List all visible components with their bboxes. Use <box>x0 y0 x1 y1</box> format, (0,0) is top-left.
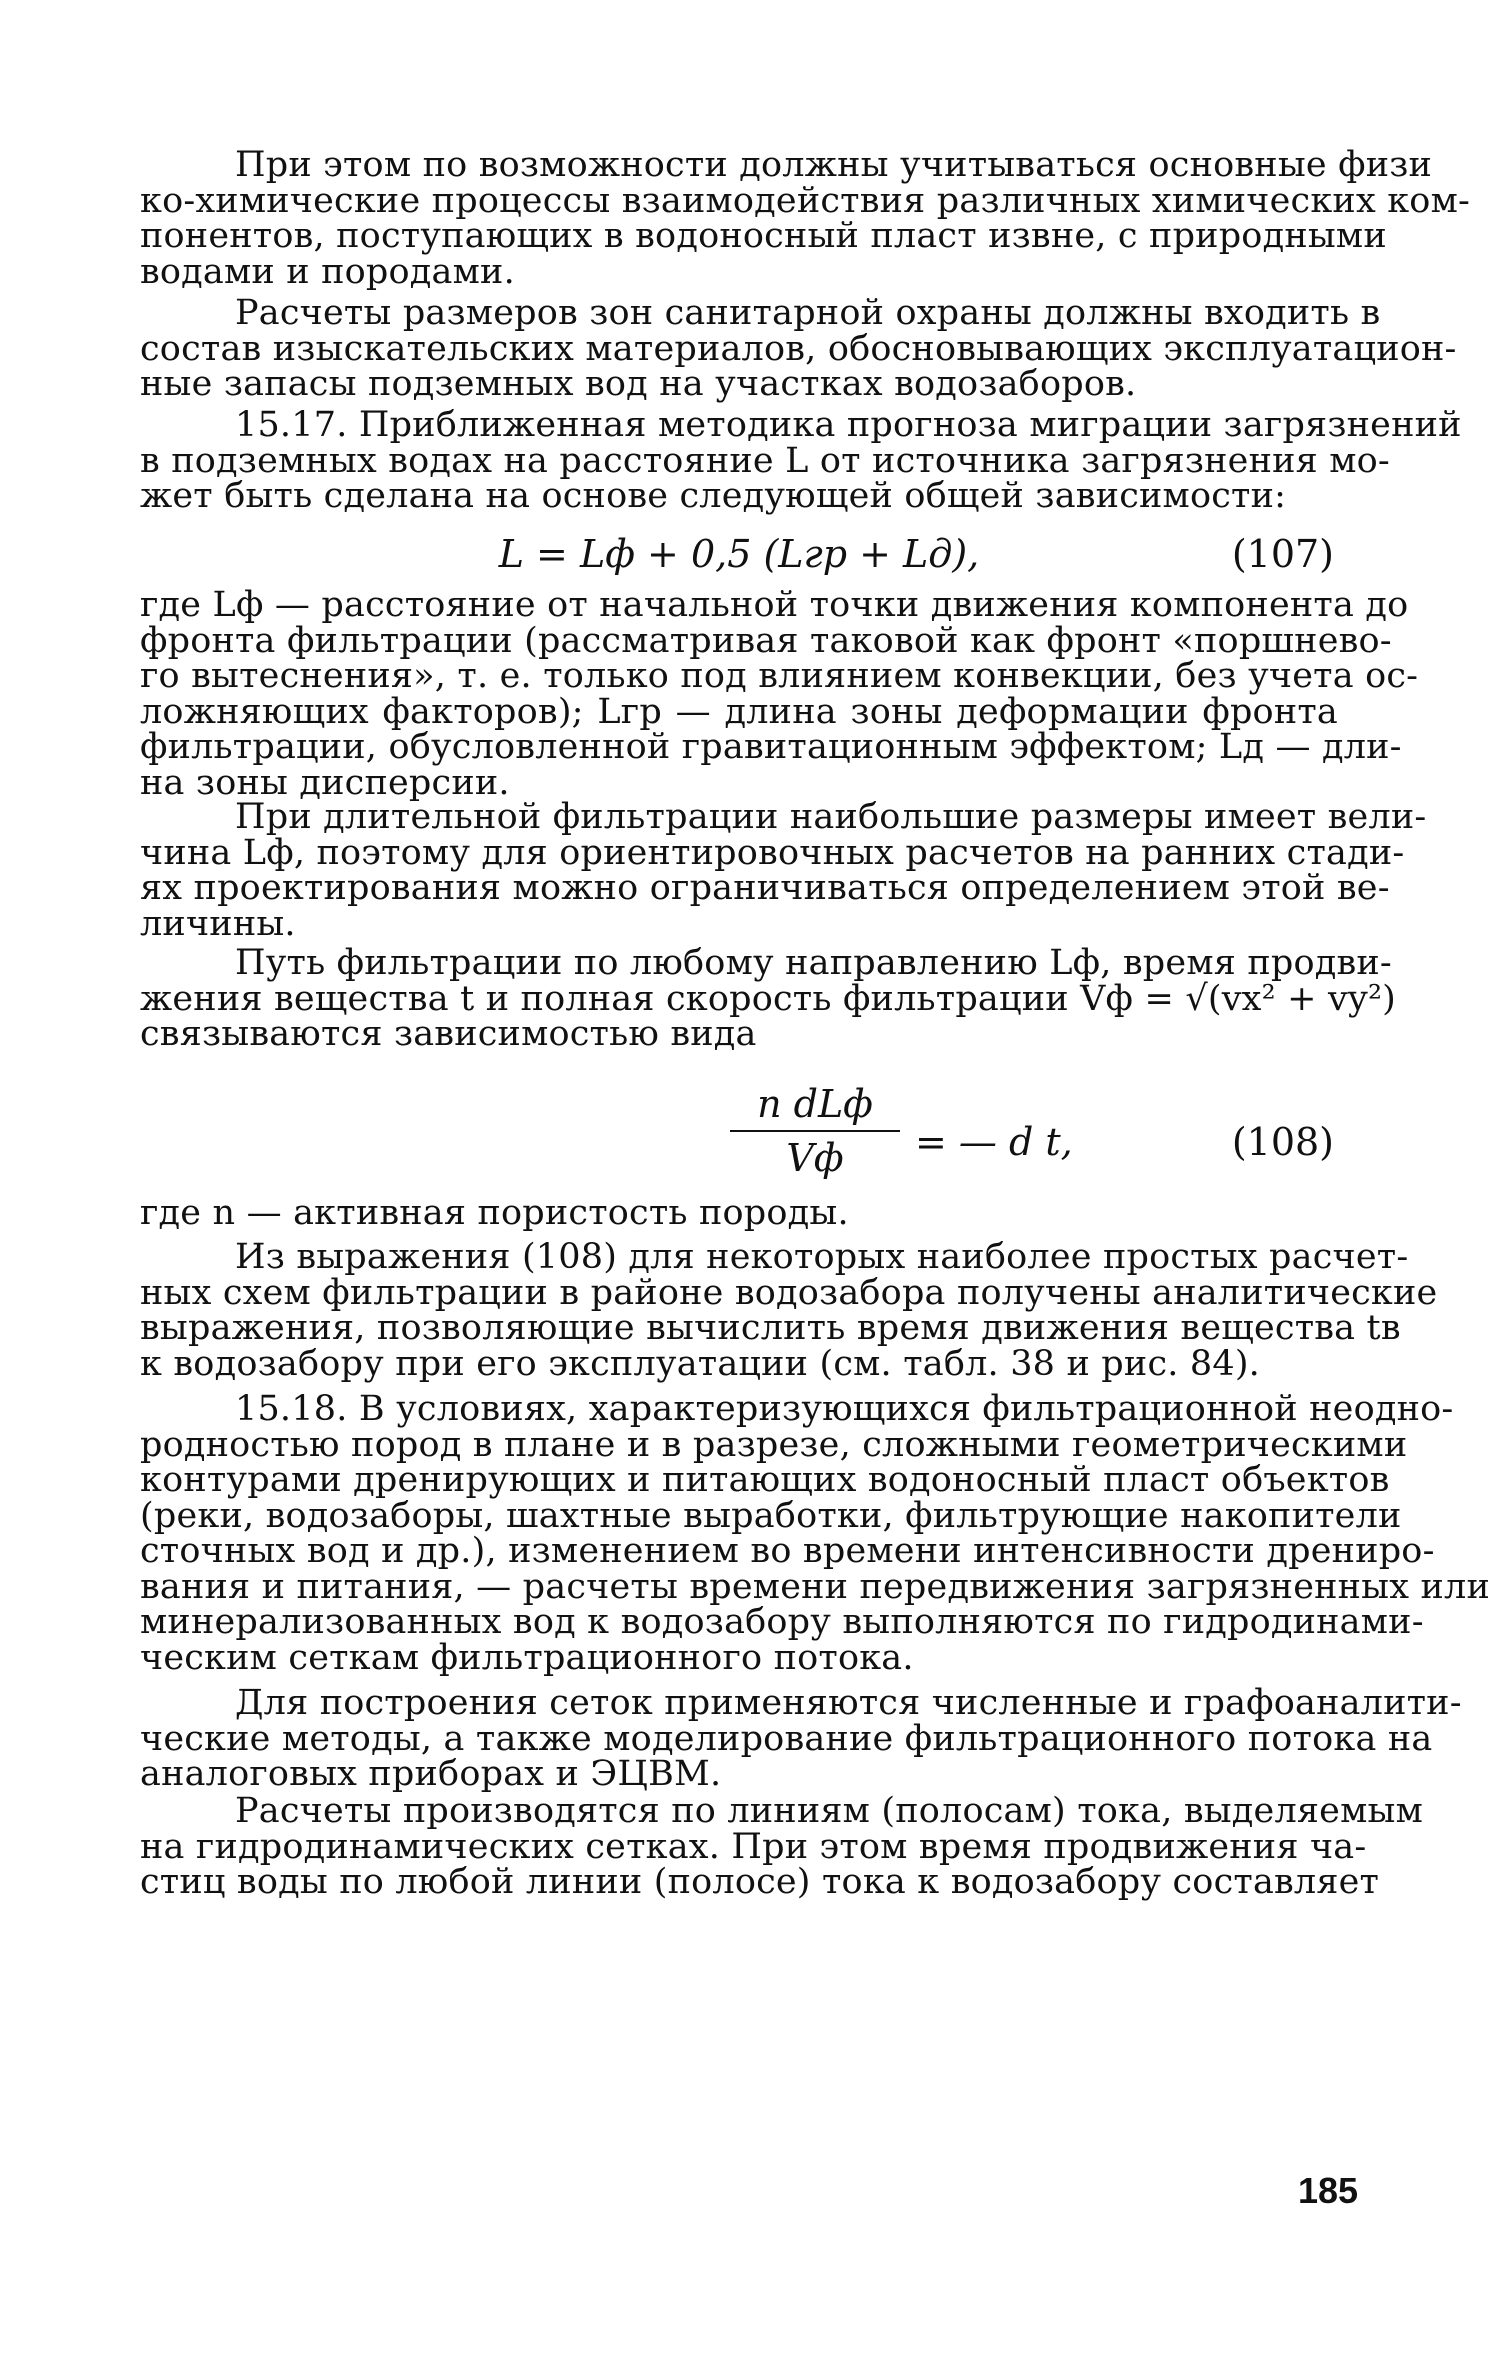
text-line: понентов, поступающих в водоносный пласт извне, с природными <box>140 216 1387 256</box>
formula-numerator: n dLф <box>730 1082 900 1132</box>
text-line: 15.17. Приближенная методика прогноза миграции загрязнений <box>235 405 1462 445</box>
formula-number: (107) <box>1231 532 1334 576</box>
page-number: 185 <box>1298 2170 1359 2211</box>
text-line: личины. <box>140 903 296 944</box>
formula-107 <box>140 532 1338 578</box>
text-line: вания и питания, — расчеты времени передвижения загрязненных или <box>140 1566 1490 1607</box>
text-line: ях проектирования можно ограничиваться определением этой ве- <box>140 868 1390 908</box>
text-line: связываются зависимостью вида <box>140 1014 757 1054</box>
text-line: сточных вод и др.), изменением во времени интенсивности дрениро- <box>140 1531 1435 1571</box>
paragraph-8 <box>140 1237 1438 1384</box>
paragraph-5 <box>140 797 1427 944</box>
formula-denominator: Vф <box>786 1136 844 1180</box>
text-line: жения вещества t и полная скорость фильтрации Vф = √(vx² + vy²) <box>140 978 1397 1019</box>
text-line: Расчеты размеров зон санитарной охраны должны входить в <box>235 293 1381 333</box>
text-line: Расчеты производятся по линиям (полосам) тока, выделяемым <box>235 1791 1424 1831</box>
text-line: контурами дренирующих и питающих водоносный пласт объектов <box>140 1460 1390 1500</box>
formula-108 <box>140 1082 1338 1182</box>
text-line: к водозабору при его эксплуатации (см. табл. 38 и рис. 84). <box>140 1343 1261 1384</box>
paragraph-10 <box>140 1683 1462 1794</box>
text-line: стиц воды по любой линии (полосе) тока к водозабору составляет <box>140 1862 1380 1902</box>
text-line: ные запасы подземных вод на участках водозаборов. <box>140 364 1137 404</box>
text-line: водами и породами. <box>140 251 515 292</box>
paragraph-2 <box>140 293 1457 404</box>
text-line: Путь фильтрации по любому направлению Lф, время продви- <box>235 943 1392 983</box>
text-line: фильтрации, обусловленной гравитационным эффектом; Lд — дли- <box>140 727 1402 767</box>
text-line: го вытеснения», т. е. только под влиянием конвекции, без учета ос- <box>140 656 1419 696</box>
text-line: 15.18. В условиях, характеризующихся фильтрационной неодно- <box>235 1389 1454 1429</box>
paragraph-6 <box>140 943 1397 1054</box>
formula-number: (108) <box>1231 1120 1334 1164</box>
text-line: ных схем фильтрации в районе водозабора получены аналитические <box>140 1272 1438 1313</box>
text-line: жет быть сделана на основе следующей общей зависимости: <box>140 476 1287 516</box>
text-line: где Lф — расстояние от начальной точки движения компонента до <box>140 585 1409 625</box>
formula-fraction <box>730 1082 900 1180</box>
text-line: ческим сеткам фильтрационного потока. <box>140 1637 914 1678</box>
text-line: При длительной фильтрации наибольшие размеры имеет вели- <box>235 797 1427 837</box>
formula-rhs: = — d t, <box>915 1120 1073 1164</box>
text-line: аналоговых приборах и ЭЦВМ. <box>140 1754 722 1794</box>
paragraph-3 <box>140 405 1462 516</box>
text-line: где n — активная пористость породы. <box>140 1193 849 1233</box>
paragraph-11 <box>140 1791 1424 1902</box>
text-line: выражения, позволяющие вычислить время движения вещества tв <box>140 1308 1401 1348</box>
formula-expression: L = Lф + 0,5 (Lгр + Lд), <box>498 532 980 576</box>
paragraph-9 <box>140 1389 1490 1678</box>
paragraph-1 <box>140 145 1471 292</box>
text-line: родностью пород в плане и в разрезе, сложными геометрическими <box>140 1424 1408 1465</box>
text-line: минерализованных вод к водозабору выполняются по гидродинами- <box>140 1602 1424 1642</box>
text-line: чина Lф, поэтому для ориентировочных расчетов на ранних стади- <box>140 832 1405 873</box>
text-line: Для построения сеток применяются численные и графоаналити- <box>235 1683 1462 1723</box>
text-line: на зоны дисперсии. <box>140 762 510 803</box>
text-line: При этом по возможности должны учитываться основные физи <box>235 145 1433 185</box>
text-line: на гидродинамических сетках. При этом время продвижения ча- <box>140 1826 1367 1867</box>
text-line: Из выражения (108) для некоторых наиболее простых расчет- <box>235 1237 1409 1277</box>
text-line: состав изыскательских материалов, обосновывающих эксплуатацион- <box>140 328 1457 369</box>
text-line: в подземных водах на расстояние L от источника загрязнения мо- <box>140 440 1390 481</box>
text-line: (реки, водозаборы, шахтные выработки, фильтрующие накопители <box>140 1495 1402 1536</box>
text-line: ложняющих факторов); Lгр — длина зоны деформации фронта <box>140 691 1338 732</box>
paragraph-4 <box>140 585 1419 803</box>
paragraph-7 <box>140 1193 1338 1233</box>
text-line: ческие методы, а также моделирование фильтрационного потока на <box>140 1718 1433 1759</box>
text-line: фронта фильтрации (рассматривая таковой как фронт «поршнево- <box>140 620 1392 661</box>
text-line: ко-химические процессы взаимодействия различных химических ком- <box>140 180 1471 221</box>
